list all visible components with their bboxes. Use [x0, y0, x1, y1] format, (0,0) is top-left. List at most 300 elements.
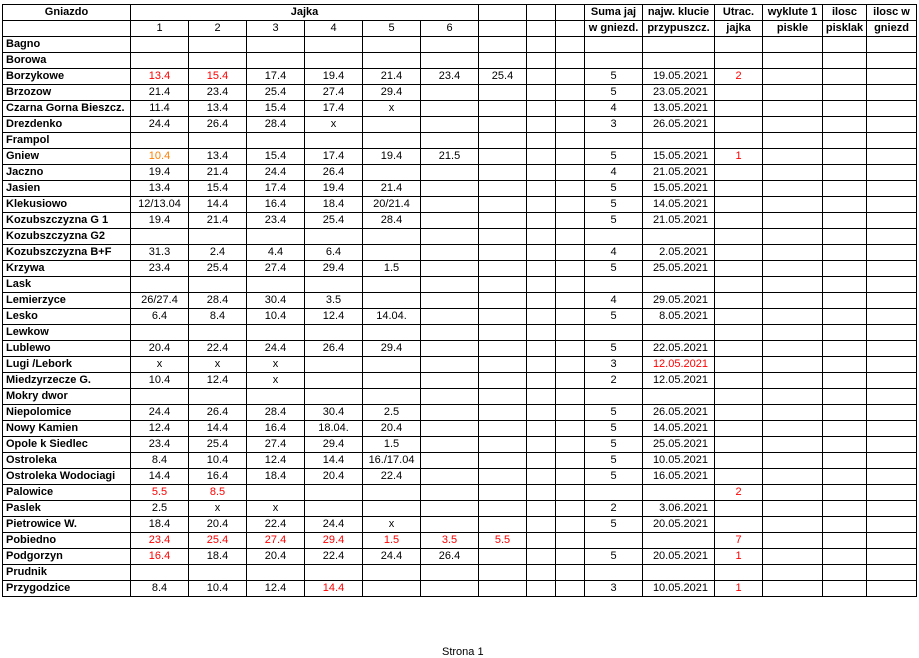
empty-cell [867, 149, 917, 165]
egg-date-cell [421, 517, 479, 533]
egg-date-cell: 14.4 [189, 421, 247, 437]
header-klucie-sub: przypuszcz. [643, 21, 715, 37]
egg-date-cell: 23.4 [131, 437, 189, 453]
egg-date-cell [421, 293, 479, 309]
egg-date-cell: 21.4 [363, 69, 421, 85]
egg-count-cell: 3 [585, 581, 643, 597]
header-row-1 [3, 5, 917, 21]
egg-date-cell [131, 229, 189, 245]
egg-date-cell [421, 133, 479, 149]
egg-date-cell [363, 245, 421, 261]
egg-date-cell: 15.4 [189, 69, 247, 85]
empty-cell [527, 261, 556, 277]
hatch-date-cell [643, 533, 715, 549]
egg-count-cell [585, 229, 643, 245]
lost-eggs-cell [715, 565, 763, 581]
empty-cell [527, 149, 556, 165]
empty-cell [556, 485, 585, 501]
egg-date-cell [421, 245, 479, 261]
egg-count-cell: 5 [585, 517, 643, 533]
egg-date-cell: 29.4 [363, 85, 421, 101]
egg-date-cell [189, 325, 247, 341]
empty-cell [556, 165, 585, 181]
egg-count-cell: 5 [585, 69, 643, 85]
lost-eggs-cell [715, 293, 763, 309]
empty-cell [556, 341, 585, 357]
egg-date-cell [363, 389, 421, 405]
empty-cell [556, 101, 585, 117]
empty-cell [527, 325, 556, 341]
egg-date-cell: 12.4 [247, 581, 305, 597]
hatch-date-cell: 19.05.2021 [643, 69, 715, 85]
lost-eggs-cell: 2 [715, 485, 763, 501]
egg-date-cell [363, 277, 421, 293]
nest-name: Czarna Gorna Bieszcz. [3, 101, 131, 117]
egg-date-cell [421, 565, 479, 581]
nest-name: Lask [3, 277, 131, 293]
empty-cell [867, 197, 917, 213]
egg-date-cell: 22.4 [247, 517, 305, 533]
empty-cell [867, 389, 917, 405]
egg-date-cell: 11.4 [131, 101, 189, 117]
egg-date-cell [305, 501, 363, 517]
nest-name: Lugi /Lebork [3, 357, 131, 373]
empty-cell [527, 197, 556, 213]
egg-date-cell [421, 261, 479, 277]
table-row [3, 53, 917, 69]
egg-date-cell [479, 133, 527, 149]
empty-cell [556, 325, 585, 341]
egg-date-cell [421, 421, 479, 437]
table-row [3, 229, 917, 245]
empty-cell [527, 549, 556, 565]
empty-cell [556, 85, 585, 101]
nest-name: Jasien [3, 181, 131, 197]
egg-count-cell: 3 [585, 357, 643, 373]
empty-cell [867, 229, 917, 245]
egg-count-cell [585, 485, 643, 501]
table-row [3, 549, 917, 565]
empty-cell [763, 549, 823, 565]
egg-date-cell [479, 325, 527, 341]
egg-count-cell: 5 [585, 437, 643, 453]
empty-cell [763, 533, 823, 549]
egg-date-cell [421, 325, 479, 341]
egg-count-cell [585, 533, 643, 549]
egg-date-cell: x [363, 101, 421, 117]
lost-eggs-cell: 7 [715, 533, 763, 549]
egg-date-cell: 25.4 [189, 437, 247, 453]
nest-name: Lewkow [3, 325, 131, 341]
empty-cell [556, 405, 585, 421]
hatch-date-cell: 16.05.2021 [643, 469, 715, 485]
egg-date-cell: 30.4 [305, 405, 363, 421]
egg-date-cell [479, 213, 527, 229]
empty-cell [763, 421, 823, 437]
egg-date-cell [189, 389, 247, 405]
empty-cell [556, 437, 585, 453]
egg-date-cell [363, 37, 421, 53]
empty-cell [763, 437, 823, 453]
egg-date-cell: 8.4 [131, 453, 189, 469]
empty-cell [763, 405, 823, 421]
lost-eggs-cell [715, 277, 763, 293]
header-ilosc-pisklak: ilosc [823, 5, 867, 21]
egg-date-cell [479, 277, 527, 293]
egg-count-cell: 5 [585, 261, 643, 277]
egg-date-cell [363, 133, 421, 149]
nest-name: Lesko [3, 309, 131, 325]
lost-eggs-cell: 1 [715, 549, 763, 565]
egg-count-cell [585, 325, 643, 341]
egg-date-cell [305, 53, 363, 69]
empty-cell [527, 421, 556, 437]
egg-date-cell: 13.4 [189, 101, 247, 117]
empty-cell [823, 421, 867, 437]
egg-date-cell: 26.4 [421, 549, 479, 565]
empty-cell [763, 69, 823, 85]
table-row [3, 405, 917, 421]
lost-eggs-cell: 1 [715, 581, 763, 597]
lost-eggs-cell [715, 133, 763, 149]
egg-date-cell: 14.4 [305, 453, 363, 469]
empty-cell [867, 277, 917, 293]
empty-cell [556, 565, 585, 581]
empty-cell [527, 101, 556, 117]
empty-cell [527, 405, 556, 421]
empty-cell [763, 373, 823, 389]
empty-cell [823, 517, 867, 533]
egg-date-cell: 10.4 [131, 373, 189, 389]
egg-date-cell [421, 581, 479, 597]
nest-name: Borowa [3, 53, 131, 69]
egg-date-cell: 14.4 [305, 581, 363, 597]
empty-cell [763, 229, 823, 245]
empty-cell [823, 37, 867, 53]
empty-cell [556, 133, 585, 149]
egg-date-cell: 8.4 [189, 309, 247, 325]
empty-cell [556, 453, 585, 469]
empty-cell [867, 453, 917, 469]
hatch-date-cell: 29.05.2021 [643, 293, 715, 309]
egg-date-cell [421, 405, 479, 421]
empty-cell [823, 181, 867, 197]
empty-cell [527, 213, 556, 229]
egg-date-cell: 22.4 [305, 549, 363, 565]
egg-count-cell: 2 [585, 501, 643, 517]
egg-date-cell [479, 373, 527, 389]
egg-date-cell [479, 517, 527, 533]
empty-cell [763, 165, 823, 181]
empty-cell [556, 501, 585, 517]
nest-name: Ostroleka Wodociagi [3, 469, 131, 485]
nest-name: Kozubszczyzna B+F [3, 245, 131, 261]
egg-count-cell [585, 133, 643, 149]
empty-cell [763, 485, 823, 501]
egg-date-cell: 16./17.04 [363, 453, 421, 469]
egg-date-cell [305, 229, 363, 245]
egg-count-cell [585, 53, 643, 69]
empty-cell [763, 261, 823, 277]
nest-name: Niepolomice [3, 405, 131, 421]
page-footer: Strona 1 [442, 646, 484, 658]
egg-date-cell: 21.5 [421, 149, 479, 165]
table-row [3, 261, 917, 277]
egg-date-cell [479, 357, 527, 373]
egg-date-cell: 15.4 [247, 149, 305, 165]
empty-cell [823, 85, 867, 101]
empty-cell [556, 469, 585, 485]
egg-date-cell: 8.5 [189, 485, 247, 501]
empty-cell [527, 517, 556, 533]
egg-date-cell: 14.04. [363, 309, 421, 325]
table-row [3, 213, 917, 229]
lost-eggs-cell [715, 117, 763, 133]
egg-date-cell: 12.4 [131, 421, 189, 437]
egg-date-cell: x [189, 357, 247, 373]
egg-date-cell: 28.4 [363, 213, 421, 229]
empty-cell [527, 293, 556, 309]
egg-date-cell [421, 197, 479, 213]
empty-cell [867, 85, 917, 101]
table-row [3, 309, 917, 325]
egg-date-cell [363, 325, 421, 341]
empty-cell [867, 213, 917, 229]
hatch-date-cell [643, 229, 715, 245]
egg-date-cell [189, 565, 247, 581]
nest-name: Miedzyrzecze G. [3, 373, 131, 389]
egg-date-cell: 16.4 [247, 197, 305, 213]
empty-cell [527, 181, 556, 197]
empty-cell [823, 373, 867, 389]
empty-cell [823, 485, 867, 501]
egg-number: 6 [421, 21, 479, 37]
table-row [3, 469, 917, 485]
egg-date-cell [479, 581, 527, 597]
egg-count-cell: 2 [585, 373, 643, 389]
egg-count-cell: 5 [585, 85, 643, 101]
egg-date-cell: 24.4 [247, 165, 305, 181]
table-row [3, 373, 917, 389]
empty-cell [823, 325, 867, 341]
lost-eggs-cell [715, 229, 763, 245]
egg-date-cell: 6.4 [131, 309, 189, 325]
lost-eggs-cell [715, 373, 763, 389]
egg-date-cell: 28.4 [247, 405, 305, 421]
table-row [3, 357, 917, 373]
egg-date-cell: 18.04. [305, 421, 363, 437]
egg-date-cell: 27.4 [247, 533, 305, 549]
empty-cell [823, 165, 867, 181]
header-ilosc-gniezd-sub: gniezd [867, 21, 917, 37]
nest-name: Klekusiowo [3, 197, 131, 213]
egg-date-cell: 20.4 [131, 341, 189, 357]
table-row [3, 69, 917, 85]
hatch-date-cell: 25.05.2021 [643, 261, 715, 277]
empty-cell [556, 549, 585, 565]
hatch-date-cell: 14.05.2021 [643, 421, 715, 437]
egg-date-cell: 12.4 [189, 373, 247, 389]
egg-date-cell [421, 37, 479, 53]
egg-date-cell [421, 85, 479, 101]
empty-cell [556, 197, 585, 213]
egg-date-cell [305, 133, 363, 149]
hatch-date-cell: 14.05.2021 [643, 197, 715, 213]
empty-cell [763, 117, 823, 133]
empty-cell [556, 421, 585, 437]
lost-eggs-cell [715, 389, 763, 405]
egg-date-cell: 26.4 [305, 165, 363, 181]
empty-cell [556, 277, 585, 293]
egg-date-cell [421, 469, 479, 485]
lost-eggs-cell: 2 [715, 69, 763, 85]
empty-cell [527, 53, 556, 69]
hatch-date-cell [643, 485, 715, 501]
table-row [3, 517, 917, 533]
empty-cell [556, 293, 585, 309]
empty-cell [823, 469, 867, 485]
egg-date-cell: 13.4 [131, 69, 189, 85]
egg-count-cell [585, 565, 643, 581]
nest-name: Nowy Kamien [3, 421, 131, 437]
empty-cell [867, 357, 917, 373]
header-empty [479, 21, 527, 37]
hatch-date-cell [643, 565, 715, 581]
egg-date-cell [131, 389, 189, 405]
empty-cell [527, 485, 556, 501]
nest-name: Bagno [3, 37, 131, 53]
empty-cell [527, 469, 556, 485]
egg-date-cell: 24.4 [131, 117, 189, 133]
header-empty [556, 5, 585, 21]
empty-cell [556, 117, 585, 133]
egg-date-cell: 24.4 [131, 405, 189, 421]
table-row [3, 85, 917, 101]
egg-date-cell: x [305, 117, 363, 133]
empty-cell [867, 373, 917, 389]
empty-cell [556, 389, 585, 405]
egg-date-cell: 29.4 [305, 533, 363, 549]
empty-cell [527, 389, 556, 405]
empty-cell [527, 437, 556, 453]
egg-date-cell [421, 437, 479, 453]
empty-cell [867, 501, 917, 517]
nest-name: Borzykowe [3, 69, 131, 85]
empty-cell [823, 277, 867, 293]
empty-cell [763, 469, 823, 485]
egg-count-cell: 5 [585, 341, 643, 357]
egg-date-cell: 23.4 [131, 533, 189, 549]
egg-date-cell [247, 37, 305, 53]
lost-eggs-cell [715, 517, 763, 533]
empty-cell [527, 309, 556, 325]
table-row [3, 421, 917, 437]
egg-count-cell: 4 [585, 165, 643, 181]
egg-date-cell: 23.4 [131, 261, 189, 277]
egg-date-cell: x [247, 501, 305, 517]
hatch-date-cell [643, 53, 715, 69]
nest-name: Podgorzyn [3, 549, 131, 565]
egg-date-cell [363, 501, 421, 517]
nest-name: Brzozow [3, 85, 131, 101]
nest-name: Przygodzice [3, 581, 131, 597]
lost-eggs-cell [715, 501, 763, 517]
lost-eggs-cell [715, 101, 763, 117]
lost-eggs-cell [715, 197, 763, 213]
egg-date-cell [479, 197, 527, 213]
egg-date-cell: 29.4 [363, 341, 421, 357]
egg-date-cell [131, 37, 189, 53]
egg-date-cell: 27.4 [247, 437, 305, 453]
table-row [3, 485, 917, 501]
header-empty [479, 5, 527, 21]
egg-date-cell [305, 485, 363, 501]
egg-count-cell: 3 [585, 117, 643, 133]
egg-date-cell: 8.4 [131, 581, 189, 597]
empty-cell [763, 581, 823, 597]
hatch-date-cell: 10.05.2021 [643, 581, 715, 597]
egg-date-cell: 22.4 [363, 469, 421, 485]
nest-name: Kozubszczyzna G2 [3, 229, 131, 245]
empty-cell [763, 357, 823, 373]
egg-date-cell: 1.5 [363, 437, 421, 453]
egg-date-cell: 19.4 [305, 69, 363, 85]
egg-date-cell: 12/13.04 [131, 197, 189, 213]
egg-date-cell [479, 501, 527, 517]
lost-eggs-cell [715, 341, 763, 357]
egg-date-cell: 26/27.4 [131, 293, 189, 309]
table-row [3, 341, 917, 357]
table-row [3, 389, 917, 405]
egg-date-cell [479, 229, 527, 245]
egg-date-cell: 19.4 [131, 165, 189, 181]
lost-eggs-cell [715, 165, 763, 181]
empty-cell [763, 245, 823, 261]
egg-date-cell: 14.4 [131, 469, 189, 485]
egg-date-cell: 29.4 [305, 261, 363, 277]
empty-cell [867, 405, 917, 421]
egg-date-cell: 16.4 [189, 469, 247, 485]
egg-count-cell: 5 [585, 149, 643, 165]
hatch-date-cell: 26.05.2021 [643, 117, 715, 133]
empty-cell [823, 261, 867, 277]
table-row [3, 149, 917, 165]
empty-cell [527, 85, 556, 101]
egg-date-cell: 23.4 [247, 213, 305, 229]
egg-date-cell [305, 277, 363, 293]
egg-date-cell: 4.4 [247, 245, 305, 261]
egg-date-cell: 18.4 [131, 517, 189, 533]
egg-count-cell: 5 [585, 549, 643, 565]
egg-date-cell: x [247, 357, 305, 373]
empty-cell [867, 485, 917, 501]
empty-cell [823, 101, 867, 117]
egg-date-cell: 16.4 [131, 549, 189, 565]
egg-date-cell [421, 485, 479, 501]
empty-cell [556, 357, 585, 373]
egg-date-cell: 2.5 [131, 501, 189, 517]
egg-date-cell: 3.5 [421, 533, 479, 549]
egg-date-cell [305, 373, 363, 389]
empty-cell [763, 149, 823, 165]
egg-date-cell [305, 389, 363, 405]
egg-date-cell: 28.4 [189, 293, 247, 309]
empty-cell [763, 213, 823, 229]
empty-cell [527, 357, 556, 373]
table-row [3, 581, 917, 597]
empty-cell [823, 565, 867, 581]
table-row [3, 565, 917, 581]
